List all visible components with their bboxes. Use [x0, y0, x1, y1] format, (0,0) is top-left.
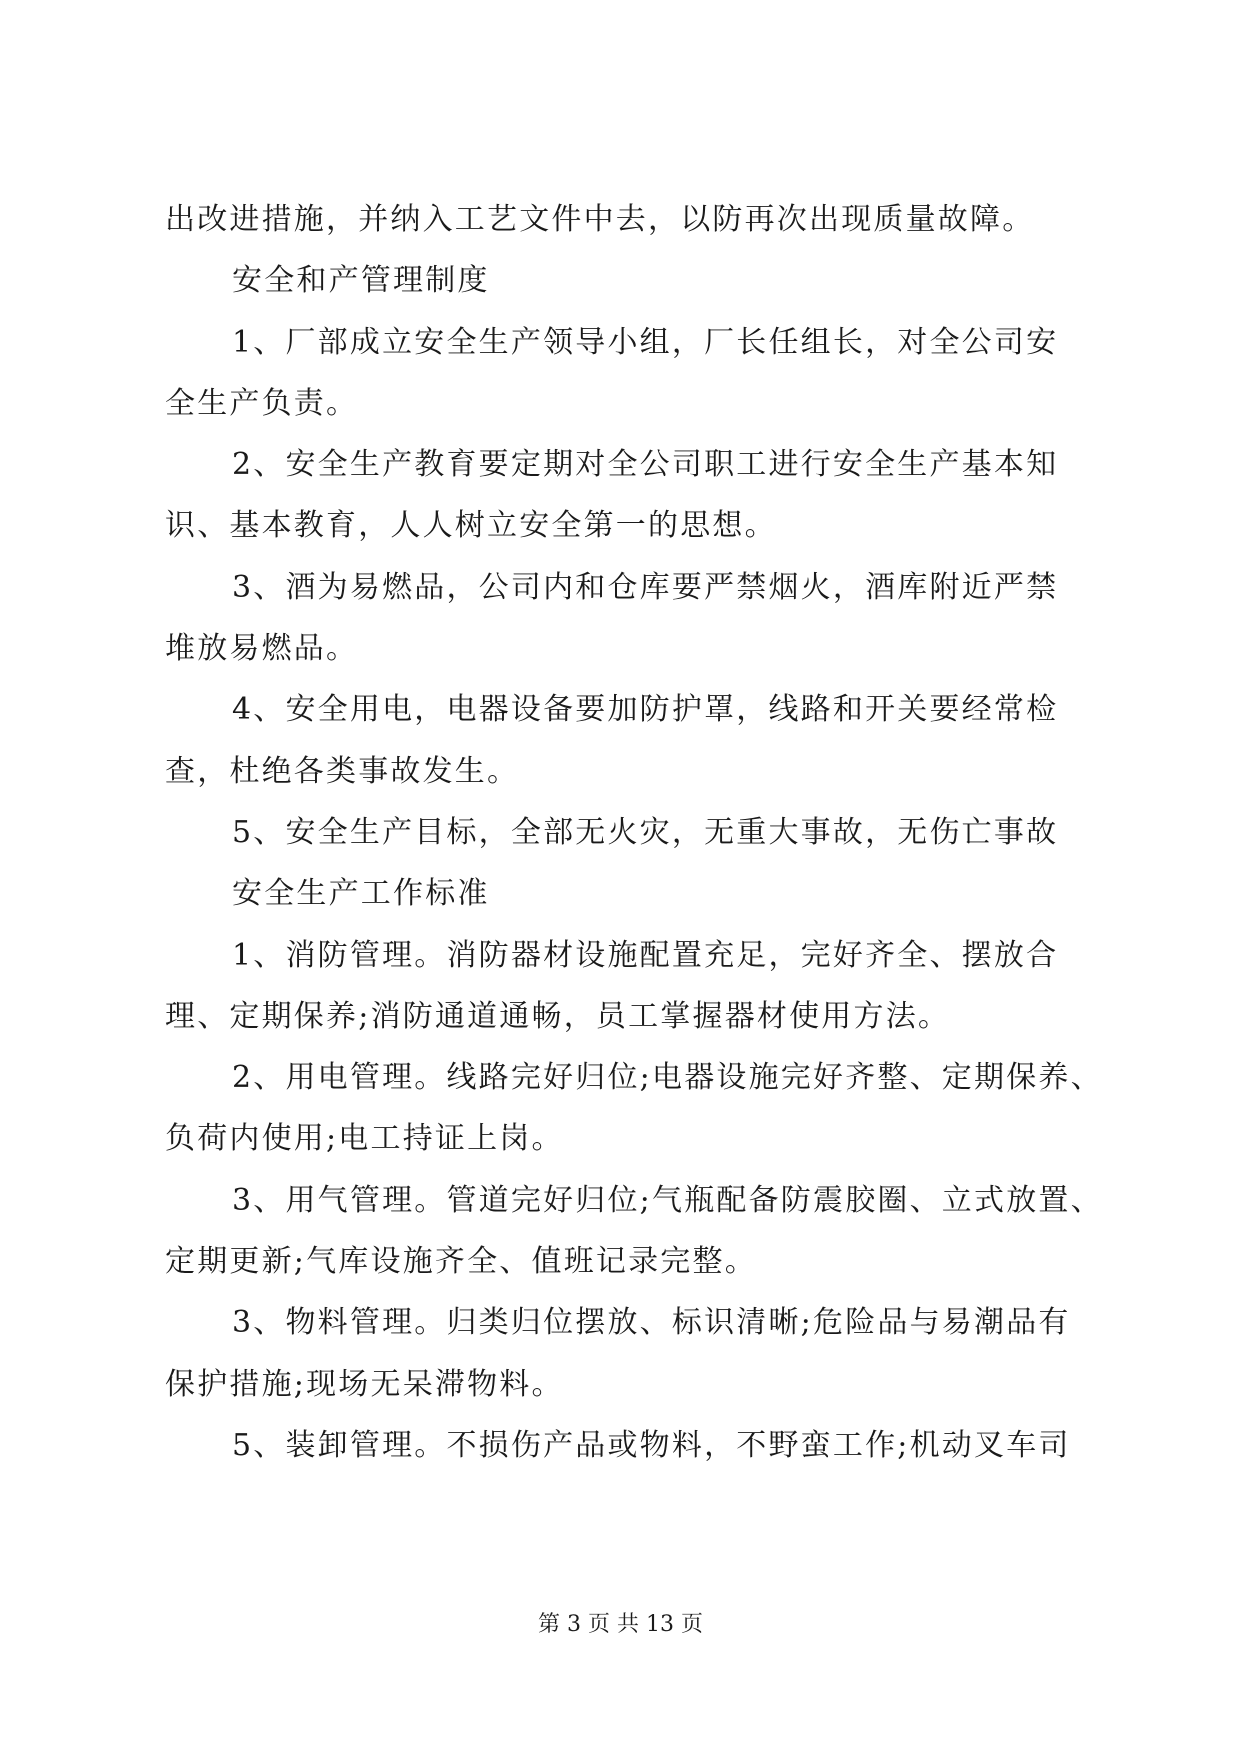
text-line: 3、物料管理。归类归位摆放、标识清晰;危险品与易潮品有: [232, 1305, 1071, 1341]
text-line: 查，杜绝各类事故发生。: [165, 753, 520, 789]
text-line: 2、用电管理。线路完好归位;电器设施完好齐整、定期保养、: [232, 1060, 1103, 1096]
text-line: 4、安全用电，电器设备要加防护罩，线路和开关要经常检: [232, 692, 1059, 728]
document-body: [165, 202, 1103, 1492]
section-heading-work-standards: 安全生产工作标准: [232, 876, 490, 912]
text-line: 1、厂部成立安全生产领导小组，厂长任组长，对全公司安: [232, 324, 1059, 360]
text-line: 全生产负责。: [165, 385, 359, 421]
text-line: 保护措施;现场无呆滞物料。: [165, 1366, 564, 1402]
text-line: 5、装卸管理。不损伤产品或物料，不野蛮工作;机动叉车司: [232, 1427, 1071, 1463]
section-heading-safety-management: 安全和产管理制度: [232, 263, 490, 299]
text-line: 堆放易燃品。: [165, 631, 359, 667]
text-line: 定期更新;气库设施齐全、值班记录完整。: [165, 1244, 757, 1280]
text-line: 3、用气管理。管道完好归位;气瓶配备防震胶圈、立式放置、: [232, 1182, 1103, 1218]
text-line: 1、消防管理。消防器材设施配置充足，完好齐全、摆放合: [232, 937, 1059, 973]
text-line: 3、酒为易燃品，公司内和仓库要严禁烟火，酒库附近严禁: [232, 569, 1059, 605]
text-line: 出改进措施，并纳入工艺文件中去，以防再次出现质量故障。: [165, 202, 1035, 237]
text-line: 2、安全生产教育要定期对全公司职工进行安全生产基本知: [232, 447, 1059, 483]
text-line: 负荷内使用;电工持证上岗。: [165, 1121, 564, 1157]
page-number-footer: 第 3 页 共 13 页: [538, 1612, 703, 1637]
text-line: 5、安全生产目标，全部无火灾，无重大事故，无伤亡事故: [232, 814, 1059, 850]
text-line: 理、定期保养;消防通道通畅，员工掌握器材使用方法。: [165, 998, 951, 1034]
text-line: 识、基本教育，人人树立安全第一的思想。: [165, 508, 777, 544]
